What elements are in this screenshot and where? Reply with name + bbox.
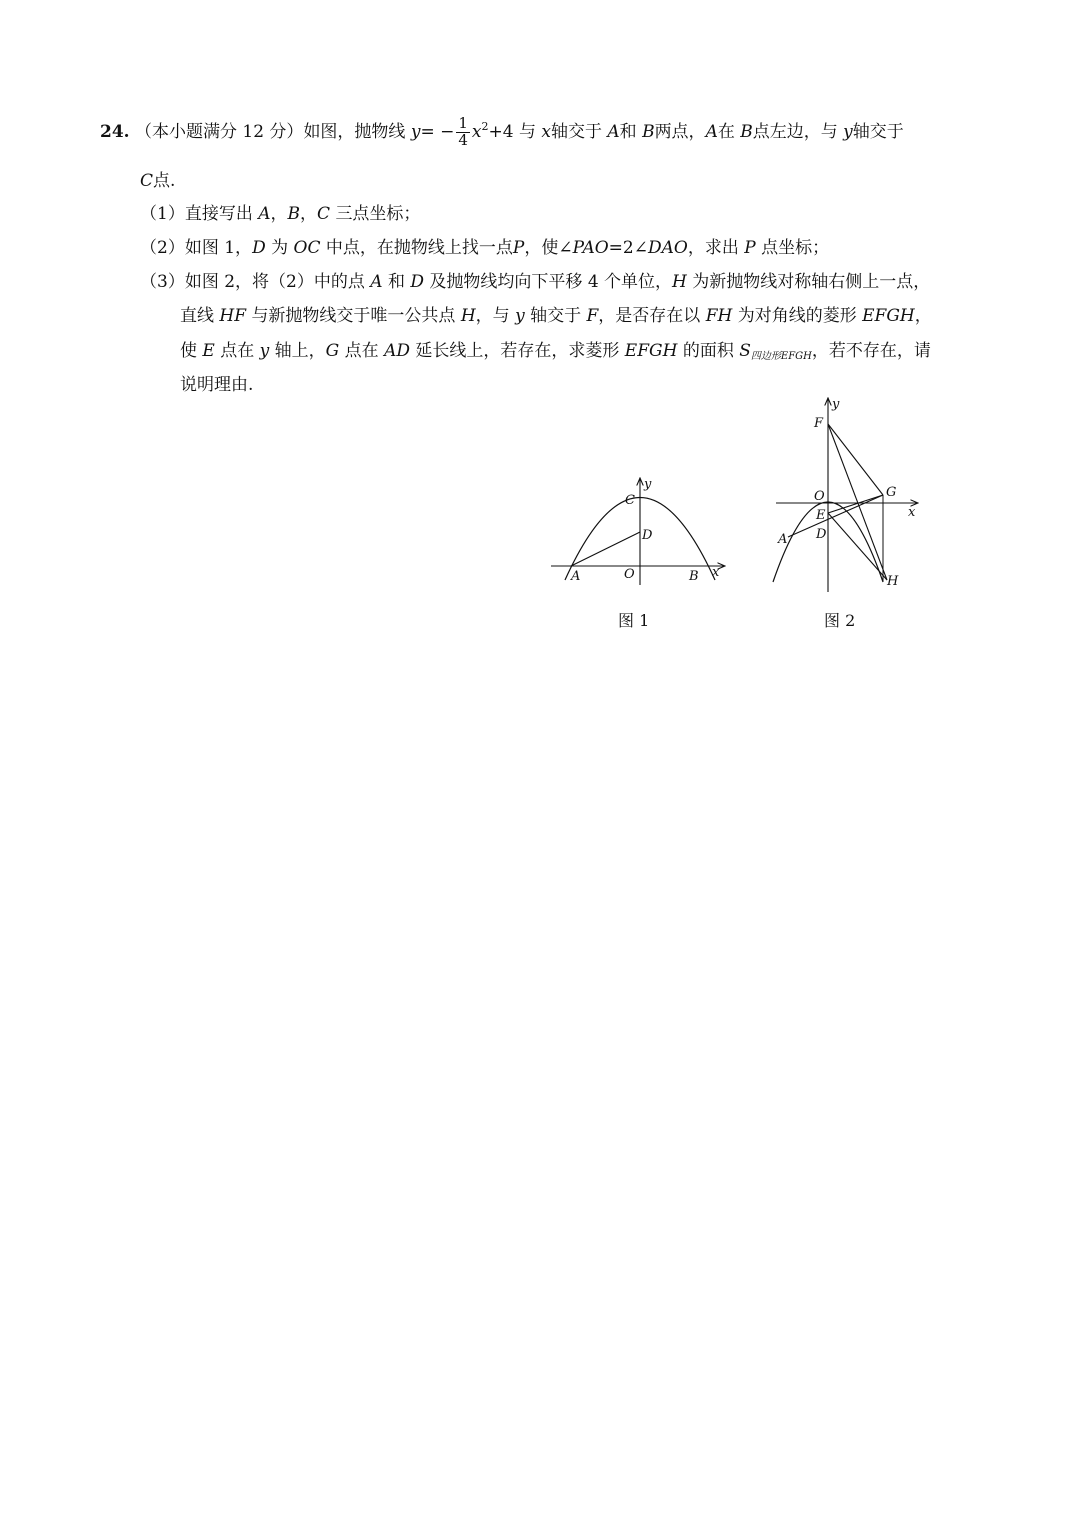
problem-stem-line-2: C点. <box>140 171 176 191</box>
problem-number: 24. <box>100 121 130 142</box>
part-1-label: （1） <box>140 204 185 224</box>
figure-1-svg <box>545 470 730 595</box>
fig2-label-F: F <box>814 416 824 431</box>
fig2-label-E: E <box>816 508 826 523</box>
fig2-line-FG <box>828 424 883 495</box>
figure-2-caption: 图 2 <box>824 611 856 630</box>
fig2-label-H: H <box>887 574 899 589</box>
part-3-line-4: 说明理由. <box>180 375 254 395</box>
fig1-label-O: O <box>624 567 635 582</box>
part-2: （2）如图 1，D 为 OC 中点，在抛物线上找一点P，使∠PAO=2∠DAO，求出 P 点坐标； <box>140 238 830 258</box>
figure-1-caption: 图 1 <box>618 611 650 630</box>
fig1-label-A: A <box>571 569 581 584</box>
part-1: （1）直接写出 A，B，C 三点坐标； <box>140 204 421 224</box>
figure-1 <box>545 470 730 595</box>
fig1-label-D: D <box>642 528 653 543</box>
points-note: （本小题满分 12 分） <box>134 121 304 142</box>
figure-2-svg <box>770 392 925 597</box>
part-3-line-3: 使 E 点在 y 轴上，G 点在 AD 延长线上，若存在，求菱形 EFGH 的面积 $S_{四边形EFGH}$，若不存在，请 <box>180 341 931 362</box>
fig1-label-y: y <box>644 477 652 492</box>
figure-2 <box>770 392 925 597</box>
part-3-line-2: 直线 HF 与新抛物线交于唯一公共点 H，与 y 轴交于 F，是否存在以 FH 为对角线的菱形 EFGH， <box>180 306 932 326</box>
fig2-line-FH <box>828 424 887 580</box>
fig2-label-y: y <box>832 397 840 412</box>
part-3-line-1: （3）如图 2，将（2）中的点 A 和 D 及抛物线均向下平移 4 个单位，H 为新抛物线对称轴右侧上一点， <box>140 272 931 292</box>
fig2-label-x: x <box>908 505 916 520</box>
fig1-label-C: C <box>625 493 635 508</box>
fig2-label-D: D <box>816 527 827 542</box>
fig1-label-x: x <box>712 565 720 580</box>
fig1-label-B: B <box>689 569 699 584</box>
fig2-label-A: A <box>778 532 788 547</box>
part-3-label: （3） <box>140 272 185 292</box>
fig2-label-O: O <box>814 489 825 504</box>
problem-stem-line-1: 24. （本小题满分 12 分）如图，抛物线 y= − $\frac{1}{4}$ $x^2+4$ 与 x轴交于 A和 B两点，A在 B点左边，与 y轴交于 <box>100 114 904 149</box>
fig2-label-G: G <box>886 485 897 500</box>
part-2-label: （2） <box>140 238 185 258</box>
fig2-line-EH <box>828 513 887 580</box>
fraction-one-quarter: $\frac{1}{4}$ <box>458 114 468 149</box>
